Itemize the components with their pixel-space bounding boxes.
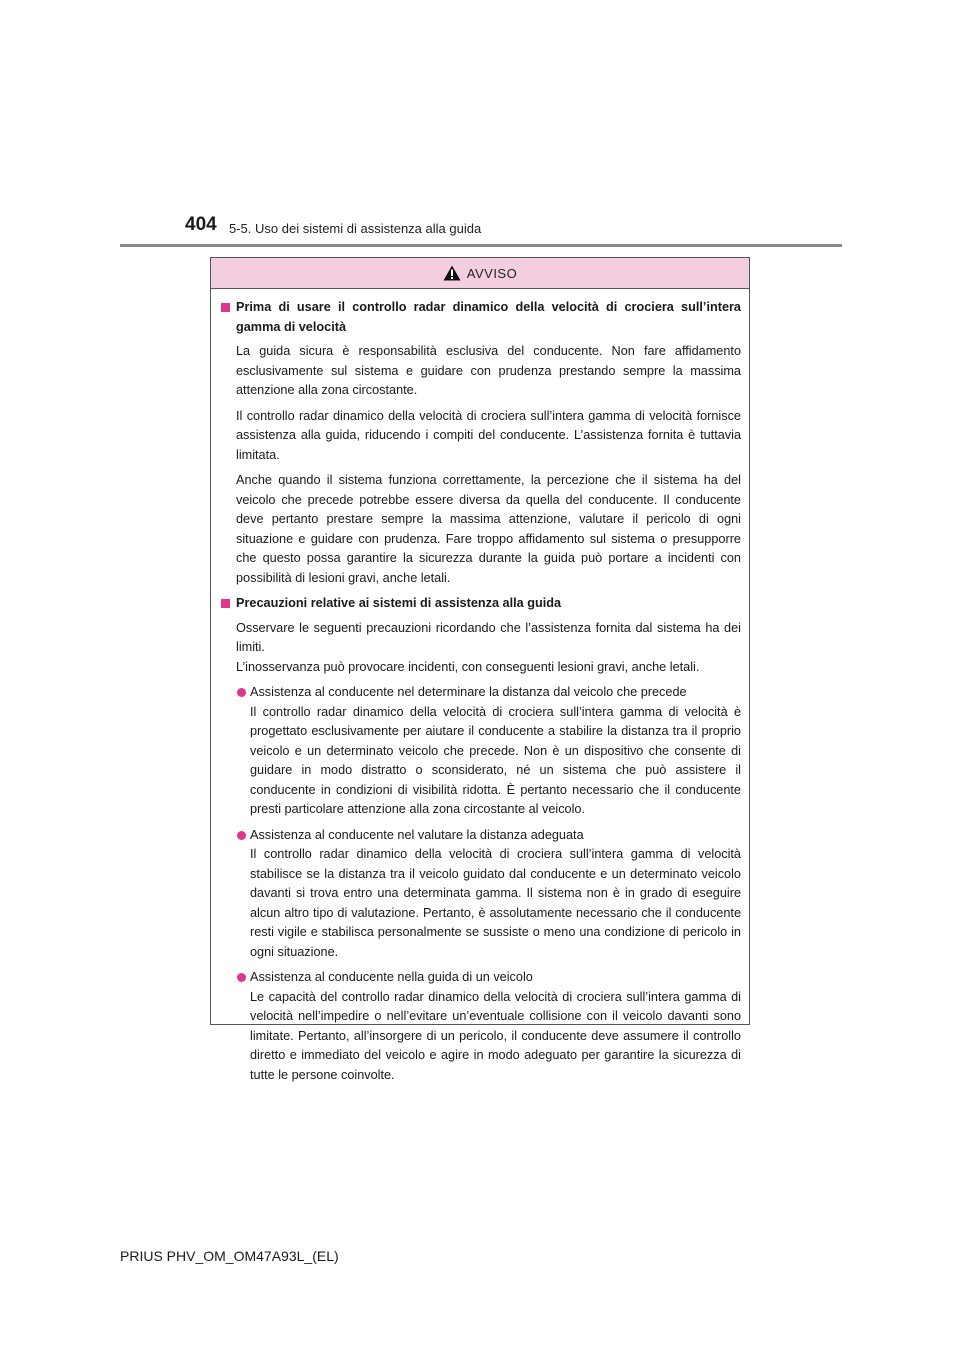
paragraph: Il controllo radar dinamico della velocità di crociera sull’intera gamma di velocità fornisce assistenza alla guida, riducendo i compiti del conducente. L’assistenza fornita è tuttavia limitata. [236, 408, 741, 462]
bullet-text: Le capacità del controllo radar dinamico della velocità di crociera sull’intera gamma di velocità nell’impedire o nell’evitare un’eventuale collisione con il veicolo davanti sono limitate. Pertanto, all’insorgere di un pericolo, il conducente deve assumere il controllo diretto e immediato del veicolo e agire in modo adeguato per garantire la sicurezza di tutte le persone coinvolte. [250, 989, 741, 1082]
square-bullet [221, 303, 230, 312]
paragraph: La guida sicura è responsabilità esclusiva del conducente. Non fare affidamento esclusivamente sul sistema e guidare con prudenza prestando sempre la massima attenzione alla zona circostante. [236, 344, 741, 397]
document-code: PRIUS PHV_OM_OM47A93L_(EL) [120, 1248, 339, 1264]
bullet-title: Assistenza al conducente nella guida di un veicolo [250, 970, 533, 984]
bullet-title: Assistenza al conducente nel determinare la distanza dal veicolo che precede [250, 685, 687, 699]
warning-box [210, 257, 750, 1082]
section-title: 5-5. Uso dei sistemi di assistenza alla guida [229, 221, 482, 236]
paragraph: Anche quando il sistema funziona correttamente, la percezione che il sistema ha del veicolo che precede potrebbe essere diversa da quella del conducente. Il conducente deve pertanto prestare sempre la massima attenzione, valutare il pericolo di ogni situazione e guidare con prudenza. Fare troppo affidamento sul sistema o presupporre che questo possa garantire la sicurezza durante la guida può portare a incidenti con possibilità di lesioni gravi, anche letali. [236, 473, 741, 585]
warning-title: AVVISO [466, 265, 518, 281]
header-rule [120, 244, 842, 247]
bullet-item [236, 968, 741, 1085]
bullet-text: Il controllo radar dinamico della velocità di crociera sull’intera gamma di velocità stabilisce se la distanza tra il veicolo guidato dal conducente e un determinato veicolo davanti si trova entro una determinata gamma. Il sistema non è in grado di eseguire alcun altro tipo di valutazione. Pertanto, è assolutamente necessario che il conducente resti vigile e stabilisca personalmente se sussiste o meno una condizione di pericolo in ogni situazione. [250, 847, 741, 959]
paragraph: L’inosservanza può provocare incidenti, con conseguenti lesioni gravi, anche letali. [236, 659, 700, 674]
section-heading: Precauzioni relative ai sistemi di assistenza alla guida [236, 596, 562, 610]
warning-section [219, 298, 741, 588]
bullet-text: Il controllo radar dinamico della velocità di crociera sull’intera gamma di velocità è progettato esclusivamente per aiutare il conducente a stabilire la distanza tra il proprio veicolo e un determinato veicolo che precede. Non è un dispositivo che consente di guidare in modo distratto o sconsiderato, né un sistema che può assistere il conducente in condizioni di visibilità ridotta. È pertanto necessario che il conducente presti particolare attenzione alla zona circostante al veicolo. [250, 704, 741, 816]
page-number: 404 [185, 214, 217, 235]
warning-body [211, 289, 749, 1085]
bullet-item [236, 683, 741, 820]
warning-section [219, 594, 741, 1085]
square-bullet [221, 599, 230, 608]
round-bullet [237, 973, 246, 982]
section-heading: Prima di usare il controllo radar dinamico della velocità di crociera sull’intera gamma di velocità [236, 300, 741, 334]
round-bullet [237, 831, 246, 840]
warning-header [211, 258, 749, 289]
bullet-item [236, 826, 741, 963]
bullet-title: Assistenza al conducente nel valutare la distanza adeguata [250, 827, 584, 842]
warning-triangle-icon [443, 265, 461, 281]
round-bullet [237, 688, 246, 697]
paragraph: Osservare le seguenti precauzioni ricordando che l’assistenza fornita dal sistema ha dei limiti. [236, 620, 741, 654]
